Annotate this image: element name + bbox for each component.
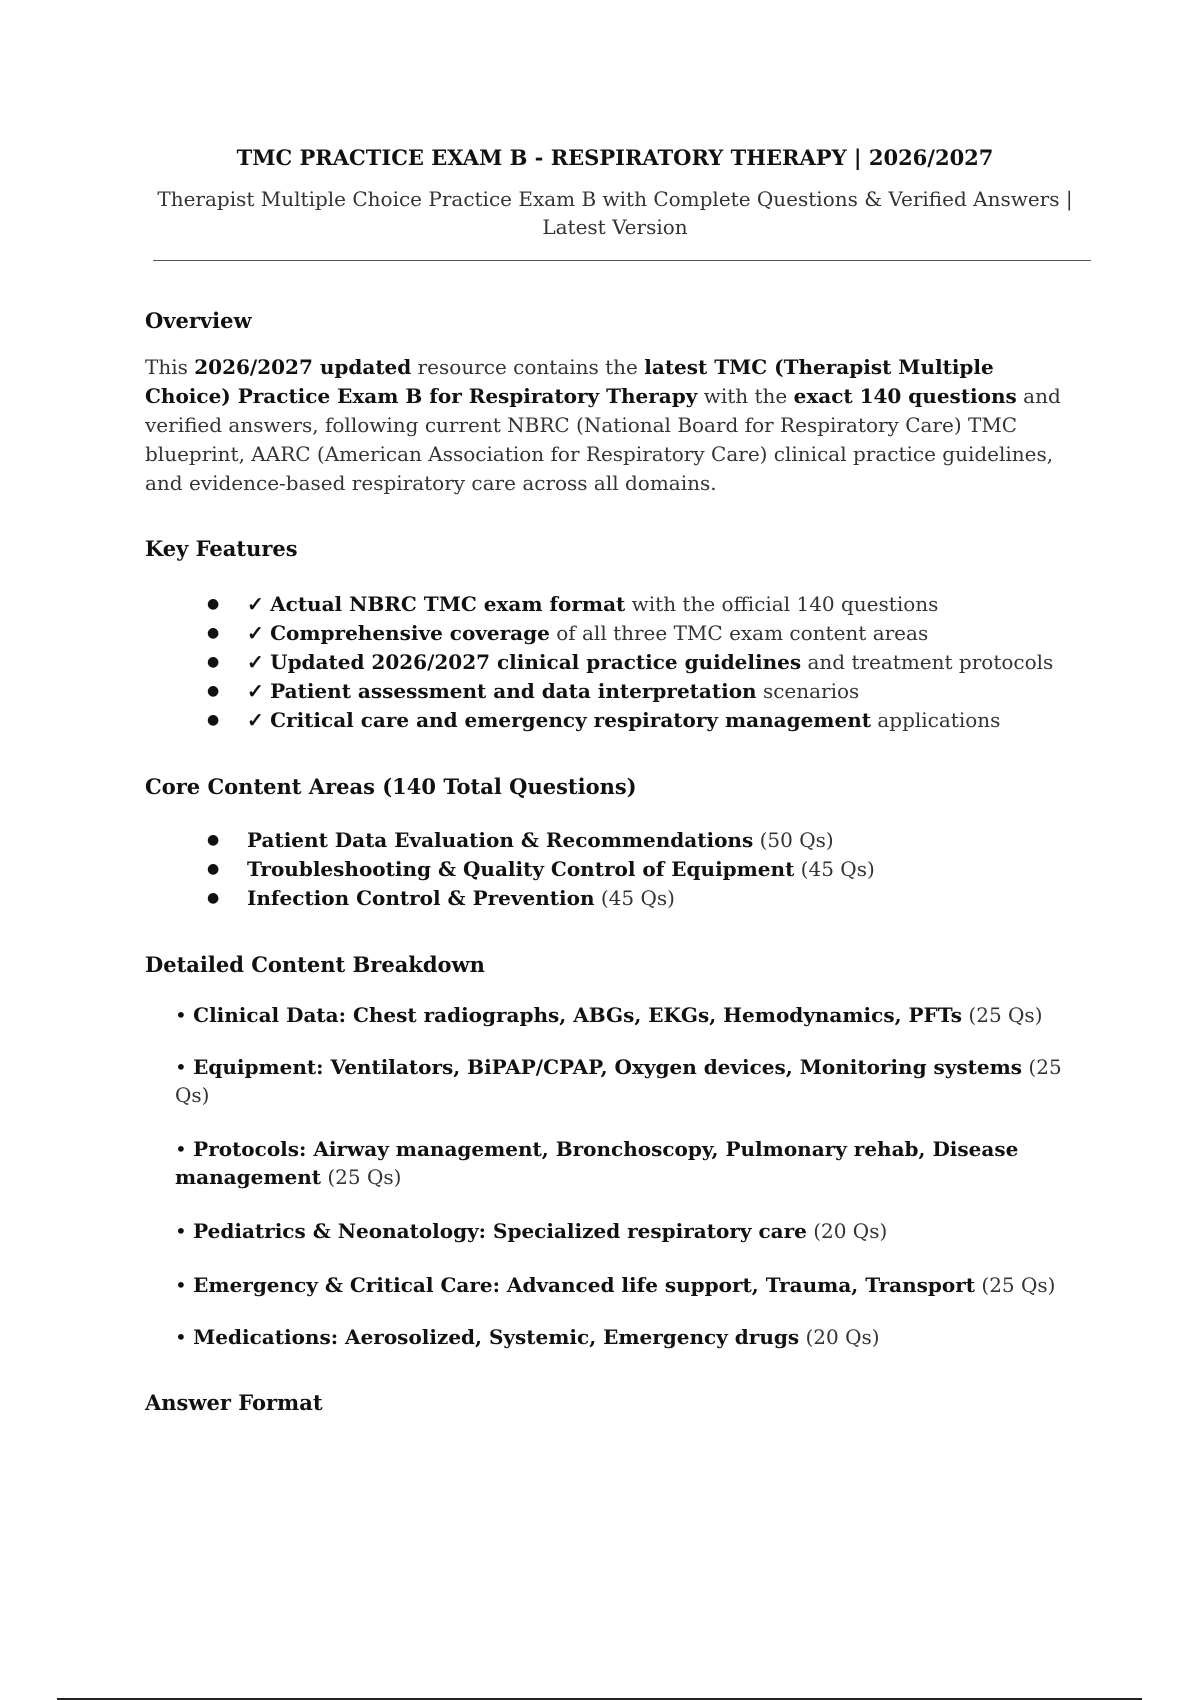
- area-count: (50 Qs): [753, 828, 834, 852]
- overview-text-1: This: [145, 355, 195, 379]
- overview-text-2: resource contains the: [411, 355, 645, 379]
- breakdown-item: [175, 1217, 1095, 1245]
- feature-bold: Updated 2026/2027 clinical practice guidelines: [270, 650, 802, 674]
- overview-text-3: with the: [697, 384, 794, 408]
- bullet-icon: •: [175, 1325, 187, 1349]
- feature-text: and treatment protocols: [801, 650, 1054, 674]
- overview-heading: Overview: [145, 308, 252, 333]
- breakdown-count: (20 Qs): [806, 1219, 888, 1243]
- breakdown-count: (25 Qs): [962, 1003, 1043, 1027]
- breakdown-heading: Detailed Content Breakdown: [145, 952, 485, 977]
- key-features-heading: Key Features: [145, 536, 298, 561]
- header-divider: [153, 260, 1091, 261]
- feature-bold: Actual NBRC TMC exam format: [270, 592, 626, 616]
- list-item: [207, 619, 1053, 648]
- list-item: [207, 648, 1053, 677]
- breakdown-bold: Equipment: Ventilators, BiPAP/CPAP, Oxygen devices, Monitoring systems: [193, 1055, 1023, 1079]
- list-item: [207, 855, 875, 884]
- check-icon: ✓: [247, 679, 264, 703]
- bullet-icon: •: [175, 1003, 187, 1027]
- area-count: (45 Qs): [794, 857, 875, 881]
- bullet-icon: •: [175, 1219, 187, 1243]
- area-bold: Infection Control & Prevention: [247, 886, 595, 910]
- core-areas-heading: Core Content Areas (140 Total Questions): [145, 774, 637, 799]
- breakdown-count: (25 Qs): [321, 1165, 402, 1189]
- breakdown-item: [175, 1271, 1095, 1299]
- breakdown-bold: Emergency & Critical Care: Advanced life support, Trauma, Transport: [193, 1273, 976, 1297]
- area-bold: Patient Data Evaluation & Recommendations: [247, 828, 754, 852]
- check-icon: ✓: [247, 592, 264, 616]
- breakdown-bold: Protocols: Airway management, Bronchoscopy, Pulmonary rehab, Disease management: [175, 1137, 1019, 1189]
- overview-bold-1: 2026/2027 updated: [194, 355, 412, 379]
- overview-text-4: and verified answers, following current NBRC (National Board for Respiratory Care) TMC blueprint, AARC (American Association for Respiratory Care) clinical practice guidelines, and evidence-based respiratory care across all domains.: [145, 384, 1061, 495]
- core-areas-list: [207, 826, 875, 913]
- subtitle-line-2: Latest Version: [542, 215, 688, 239]
- feature-text: of all three TMC exam content areas: [549, 621, 929, 645]
- feature-bold: Patient assessment and data interpretation: [270, 679, 757, 703]
- overview-paragraph: [145, 353, 1080, 498]
- document-subtitle: [145, 185, 1085, 241]
- breakdown-item: [175, 1135, 1095, 1191]
- bullet-icon: •: [175, 1137, 187, 1161]
- subtitle-line-1: Therapist Multiple Choice Practice Exam B with Complete Questions & Verified Answers |: [157, 187, 1073, 211]
- check-icon: ✓: [247, 621, 264, 645]
- list-item: [207, 826, 875, 855]
- breakdown-bold: Medications: Aerosolized, Systemic, Emergency drugs: [193, 1325, 800, 1349]
- bullet-icon: •: [175, 1273, 187, 1297]
- list-item: [207, 590, 1053, 619]
- answer-format-heading: Answer Format: [145, 1390, 323, 1415]
- feature-bold: Comprehensive coverage: [270, 621, 550, 645]
- breakdown-count: (25 Qs): [975, 1273, 1056, 1297]
- area-count: (45 Qs): [594, 886, 675, 910]
- area-bold: Troubleshooting & Quality Control of Equipment: [247, 857, 795, 881]
- list-item: [207, 677, 1053, 706]
- overview-bold-2: latest TMC (Therapist Multiple Choice) Practice Exam B for Respiratory Therapy: [145, 355, 994, 408]
- feature-text: applications: [870, 708, 1001, 732]
- breakdown-item: [175, 1053, 1095, 1109]
- feature-text: with the official 140 questions: [625, 592, 939, 616]
- breakdown-count: (25 Qs): [175, 1055, 1062, 1107]
- breakdown-bold: Pediatrics & Neonatology: Specialized respiratory care: [193, 1219, 807, 1243]
- breakdown-item: [175, 1323, 1095, 1351]
- breakdown-bold: Clinical Data: Chest radiographs, ABGs, EKGs, Hemodynamics, PFTs: [193, 1003, 963, 1027]
- bullet-icon: •: [175, 1055, 187, 1079]
- key-features-list: [207, 590, 1053, 735]
- check-icon: ✓: [247, 708, 264, 732]
- feature-text: scenarios: [756, 679, 860, 703]
- list-item: [207, 706, 1053, 735]
- document-title: TMC PRACTICE EXAM B - RESPIRATORY THERAPY | 2026/2027: [236, 145, 994, 170]
- breakdown-item: [175, 1001, 1095, 1029]
- feature-bold: Critical care and emergency respiratory management: [270, 708, 871, 732]
- list-item: [207, 884, 875, 913]
- check-icon: ✓: [247, 650, 264, 674]
- overview-bold-3: exact 140 questions: [793, 384, 1017, 408]
- breakdown-count: (20 Qs): [799, 1325, 880, 1349]
